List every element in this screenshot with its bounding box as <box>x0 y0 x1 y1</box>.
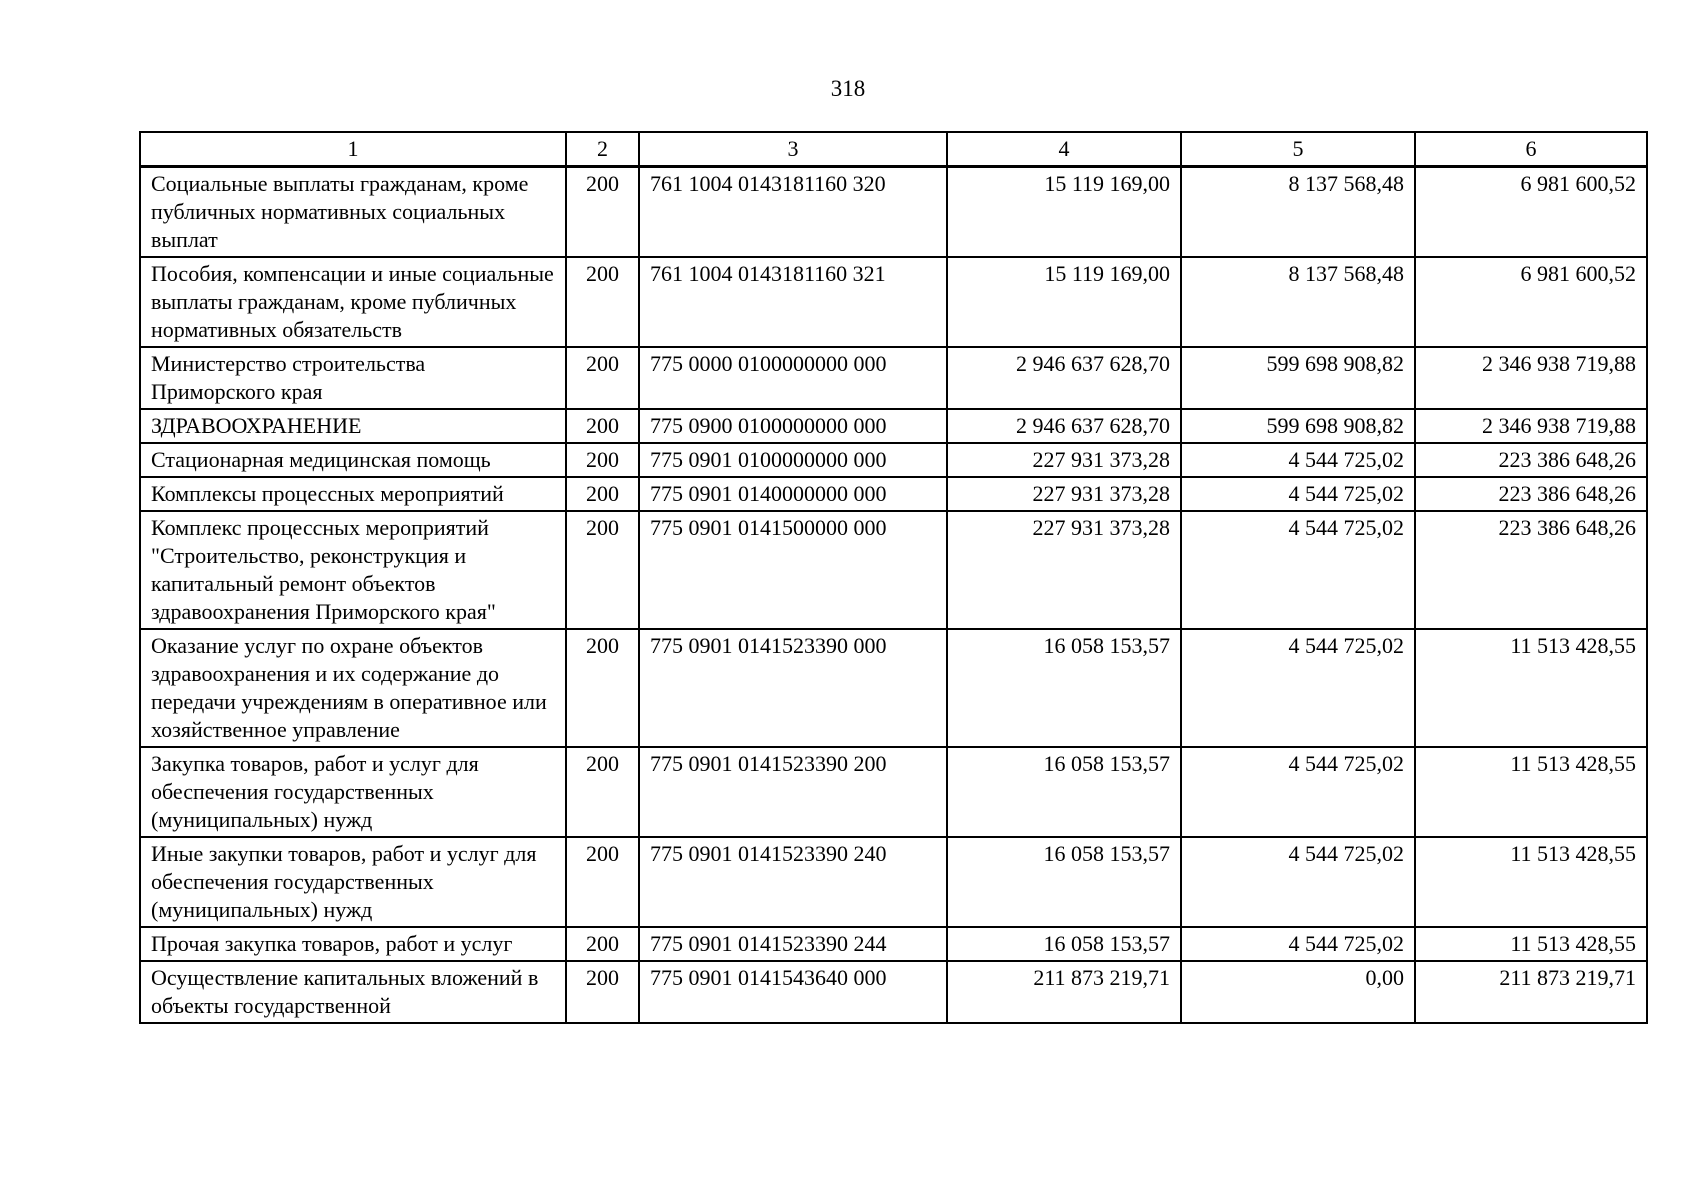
row-value-5: 4 544 725,02 <box>1181 747 1415 837</box>
row-value-6: 2 346 938 719,88 <box>1415 409 1647 443</box>
row-classification: 775 0901 0141523390 244 <box>639 927 947 961</box>
row-value-5: 599 698 908,82 <box>1181 409 1415 443</box>
row-classification: 761 1004 0143181160 321 <box>639 257 947 347</box>
row-value-4: 15 119 169,00 <box>947 167 1181 258</box>
column-header: 6 <box>1415 132 1647 167</box>
row-value-5: 8 137 568,48 <box>1181 257 1415 347</box>
row-code: 200 <box>566 629 639 747</box>
row-code: 200 <box>566 747 639 837</box>
row-value-6: 223 386 648,26 <box>1415 443 1647 477</box>
row-name: Пособия, компенсации и иные социальные выплаты гражданам, кроме публичных нормативных обязательств <box>140 257 566 347</box>
table-row <box>140 961 1647 1023</box>
row-code: 200 <box>566 837 639 927</box>
row-value-4: 227 931 373,28 <box>947 477 1181 511</box>
row-value-4: 16 058 153,57 <box>947 747 1181 837</box>
table-row <box>140 167 1647 258</box>
table-row <box>140 747 1647 837</box>
row-classification: 761 1004 0143181160 320 <box>639 167 947 258</box>
table-row <box>140 511 1647 629</box>
row-value-4: 16 058 153,57 <box>947 837 1181 927</box>
table-row <box>140 257 1647 347</box>
table-row <box>140 443 1647 477</box>
column-header: 4 <box>947 132 1181 167</box>
table-row <box>140 927 1647 961</box>
row-code: 200 <box>566 347 639 409</box>
row-name: ЗДРАВООХРАНЕНИЕ <box>140 409 566 443</box>
row-name: Комплексы процессных мероприятий <box>140 477 566 511</box>
row-classification: 775 0901 0141523390 200 <box>639 747 947 837</box>
row-value-4: 227 931 373,28 <box>947 511 1181 629</box>
row-code: 200 <box>566 409 639 443</box>
row-value-4: 2 946 637 628,70 <box>947 409 1181 443</box>
row-classification: 775 0900 0100000000 000 <box>639 409 947 443</box>
row-value-6: 6 981 600,52 <box>1415 167 1647 258</box>
row-value-4: 227 931 373,28 <box>947 443 1181 477</box>
row-classification: 775 0901 0141543640 000 <box>639 961 947 1023</box>
row-name: Комплекс процессных мероприятий "Строительство, реконструкция и капитальный ремонт объектов здравоохранения Приморского края" <box>140 511 566 629</box>
row-value-5: 4 544 725,02 <box>1181 927 1415 961</box>
row-value-6: 6 981 600,52 <box>1415 257 1647 347</box>
row-value-6: 11 513 428,55 <box>1415 629 1647 747</box>
page-number: 318 <box>830 76 866 101</box>
row-value-6: 11 513 428,55 <box>1415 927 1647 961</box>
row-name: Министерство строительства Приморского края <box>140 347 566 409</box>
table-row <box>140 347 1647 409</box>
column-header: 1 <box>140 132 566 167</box>
row-value-5: 4 544 725,02 <box>1181 629 1415 747</box>
row-classification: 775 0901 0141523390 240 <box>639 837 947 927</box>
column-header: 5 <box>1181 132 1415 167</box>
row-value-4: 211 873 219,71 <box>947 961 1181 1023</box>
row-classification: 775 0901 0141523390 000 <box>639 629 947 747</box>
row-value-6: 11 513 428,55 <box>1415 747 1647 837</box>
row-name: Социальные выплаты гражданам, кроме публичных нормативных социальных выплат <box>140 167 566 258</box>
row-value-4: 2 946 637 628,70 <box>947 347 1181 409</box>
header-row <box>140 132 1647 167</box>
row-value-6: 211 873 219,71 <box>1415 961 1647 1023</box>
row-code: 200 <box>566 477 639 511</box>
table-row <box>140 409 1647 443</box>
column-header: 3 <box>639 132 947 167</box>
row-name: Прочая закупка товаров, работ и услуг <box>140 927 566 961</box>
budget-table <box>139 131 1648 1024</box>
row-value-5: 4 544 725,02 <box>1181 477 1415 511</box>
row-value-4: 16 058 153,57 <box>947 629 1181 747</box>
row-code: 200 <box>566 511 639 629</box>
table-row <box>140 629 1647 747</box>
table-row <box>140 837 1647 927</box>
row-value-6: 223 386 648,26 <box>1415 477 1647 511</box>
row-value-5: 8 137 568,48 <box>1181 167 1415 258</box>
row-value-6: 11 513 428,55 <box>1415 837 1647 927</box>
row-code: 200 <box>566 927 639 961</box>
row-name: Стационарная медицинская помощь <box>140 443 566 477</box>
row-value-5: 4 544 725,02 <box>1181 837 1415 927</box>
row-classification: 775 0901 0100000000 000 <box>639 443 947 477</box>
column-header: 2 <box>566 132 639 167</box>
row-name: Закупка товаров, работ и услуг для обеспечения государственных (муниципальных) нужд <box>140 747 566 837</box>
row-code: 200 <box>566 167 639 258</box>
row-name: Иные закупки товаров, работ и услуг для обеспечения государственных (муниципальных) нужд <box>140 837 566 927</box>
row-classification: 775 0000 0100000000 000 <box>639 347 947 409</box>
row-name: Оказание услуг по охране объектов здравоохранения и их содержание до передачи учреждениям в оперативное или хозяйственное управление <box>140 629 566 747</box>
row-code: 200 <box>566 257 639 347</box>
row-code: 200 <box>566 443 639 477</box>
row-classification: 775 0901 0141500000 000 <box>639 511 947 629</box>
row-code: 200 <box>566 961 639 1023</box>
row-value-5: 4 544 725,02 <box>1181 443 1415 477</box>
table-row <box>140 477 1647 511</box>
row-value-6: 2 346 938 719,88 <box>1415 347 1647 409</box>
row-name: Осуществление капитальных вложений в объекты государственной <box>140 961 566 1023</box>
row-value-4: 16 058 153,57 <box>947 927 1181 961</box>
row-value-6: 223 386 648,26 <box>1415 511 1647 629</box>
row-value-5: 0,00 <box>1181 961 1415 1023</box>
row-value-5: 4 544 725,02 <box>1181 511 1415 629</box>
row-classification: 775 0901 0140000000 000 <box>639 477 947 511</box>
row-value-4: 15 119 169,00 <box>947 257 1181 347</box>
row-value-5: 599 698 908,82 <box>1181 347 1415 409</box>
